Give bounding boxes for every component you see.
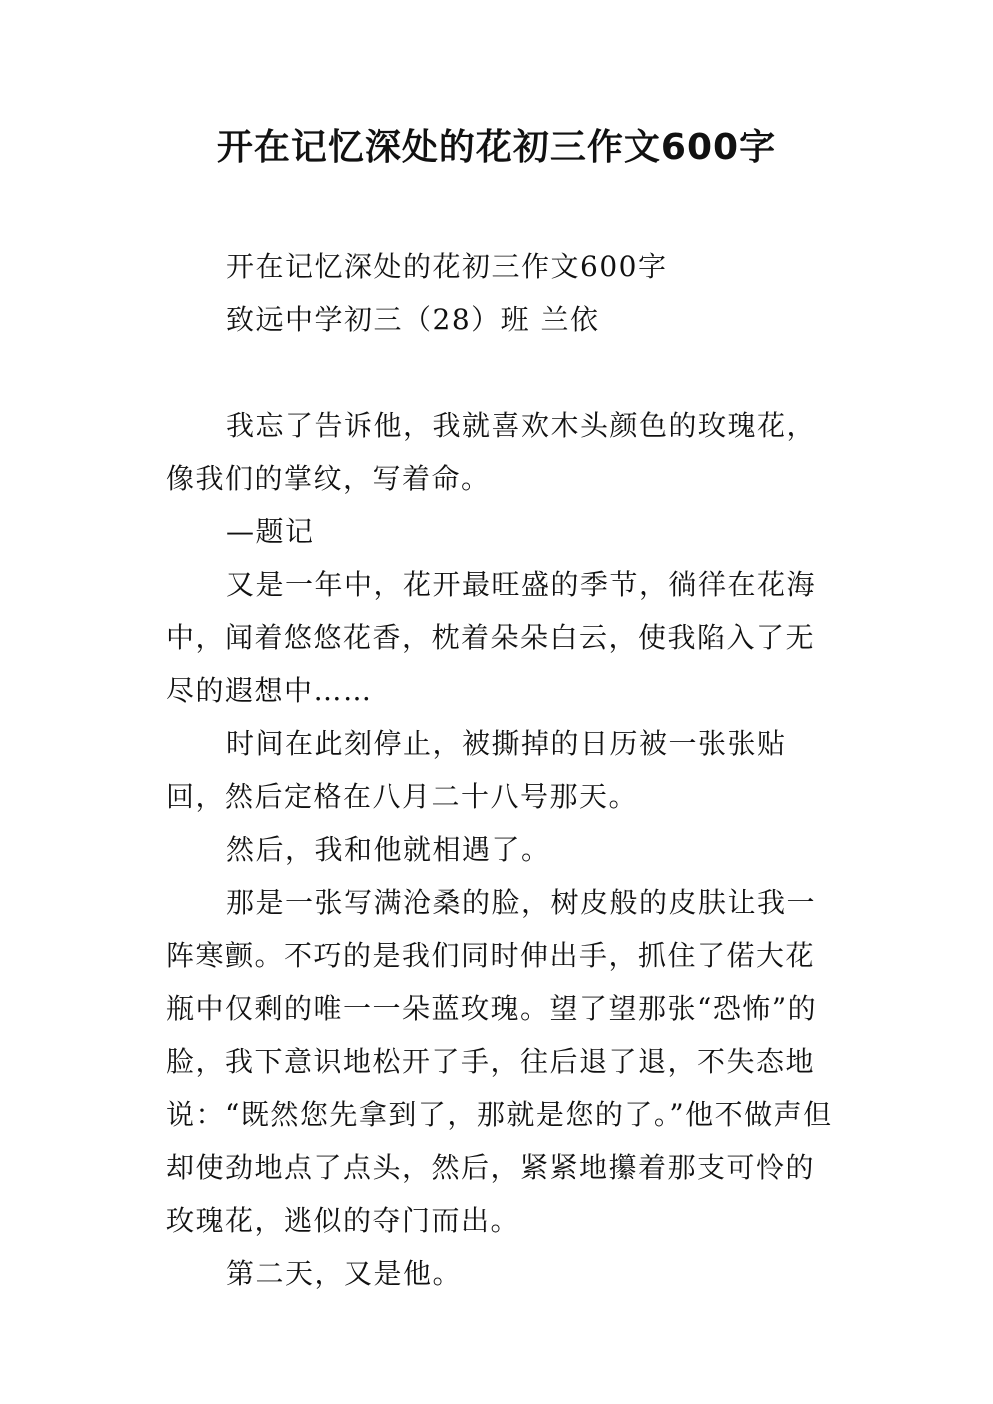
paragraph-epigraph: 我忘了告诉他，我就喜欢木头颜色的玫瑰花，像我们的掌纹，写着命。 [166,409,817,495]
document-title: 开在记忆深处的花初三作文600字 [216,127,777,168]
paragraph-epigraph-attribution: —题记 [226,515,315,548]
subtitle-line: 开在记忆深处的花初三作文600字 [226,250,668,283]
paragraph: 然后，我和他就相遇了。 [226,833,551,866]
document-body [166,240,836,1300]
paragraph-gap [166,346,836,399]
paragraph: 又是一年中，花开最旺盛的季节，徜徉在花海中，闻着悠悠花香，枕着朵朵白云，使我陷入了无尽的遐想中…… [166,568,817,707]
paragraph: 那是一张写满沧桑的脸，树皮般的皮肤让我一阵寒颤。不巧的是我们同时伸出手，抓住了偌大花瓶中仅剩的唯一一朵蓝玫瑰。望了望那张“恐怖”的脸，我下意识地松开了手，往后退了退，不失态地说：“既然您先拿到了，那就是您的了。”他不做声但却使劲地点了点头，然后，紧紧地攥着那支可怜的玫瑰花，逃似的夺门而出。 [166,886,833,1237]
paragraph: 时间在此刻停止，被撕掉的日历被一张张贴回，然后定格在八月二十八号那天。 [166,727,787,813]
byline: 致远中学初三（28）班 兰依 [226,303,600,336]
paragraph: 第二天，又是他。 [226,1257,463,1290]
